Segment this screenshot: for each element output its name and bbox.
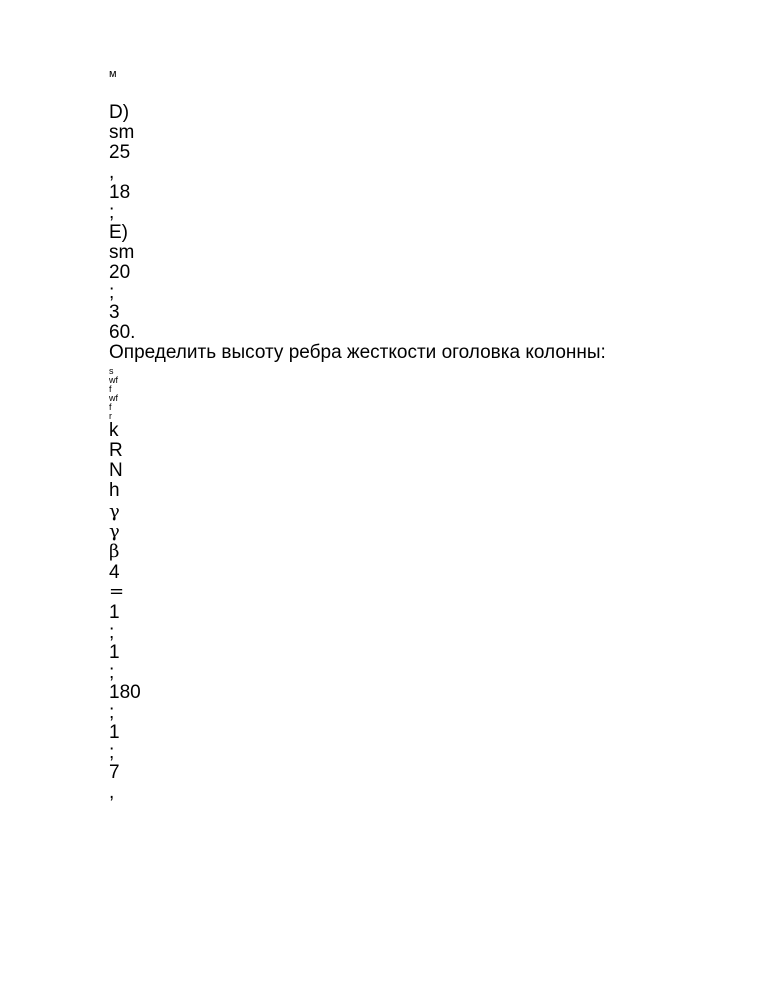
text-line: 1 [109, 642, 120, 663]
text-line: k [109, 420, 119, 441]
subscript-label: wf [109, 393, 118, 403]
text-line: N [109, 460, 123, 481]
text-line: 25 [109, 142, 131, 163]
text-line: 1 [109, 722, 120, 743]
text-line: ; [109, 202, 115, 223]
subscript-label: r [109, 411, 112, 421]
text-line: D) [109, 102, 130, 123]
text-line: 7 [109, 762, 120, 783]
text-line: 60. [109, 322, 136, 343]
text-line: ; [109, 282, 115, 303]
greek-symbol: γ [109, 501, 120, 522]
subscript-label: f [109, 384, 112, 394]
question-text: Определить высоту ребра жесткости оголовка колонны: [109, 342, 606, 363]
text-line: ; [109, 662, 115, 683]
subscript-label: f [109, 402, 112, 412]
text-line: h [109, 480, 120, 501]
text-line: , [109, 782, 115, 803]
text-line: , [109, 162, 115, 183]
text-line: 4 [109, 562, 120, 583]
subscript-label: s [109, 366, 114, 376]
text-line: sm [109, 122, 135, 143]
subscript-label: wf [109, 375, 118, 385]
text-line: 180 [109, 682, 141, 703]
text-line: 18 [109, 182, 131, 203]
text-line: 20 [109, 262, 131, 283]
greek-symbol: β [109, 541, 120, 562]
text-line: 3 [109, 302, 120, 323]
text-line: R [109, 440, 123, 461]
greek-symbol: γ [109, 521, 120, 542]
equals-sign: = [109, 581, 125, 602]
text-line: ; [109, 742, 115, 763]
text-line: 1 [109, 602, 120, 623]
text-line: ; [109, 702, 115, 723]
text-line: ; [109, 622, 115, 643]
text-line: sm [109, 242, 135, 263]
text-line: м [109, 68, 117, 80]
text-line: E) [109, 222, 128, 243]
